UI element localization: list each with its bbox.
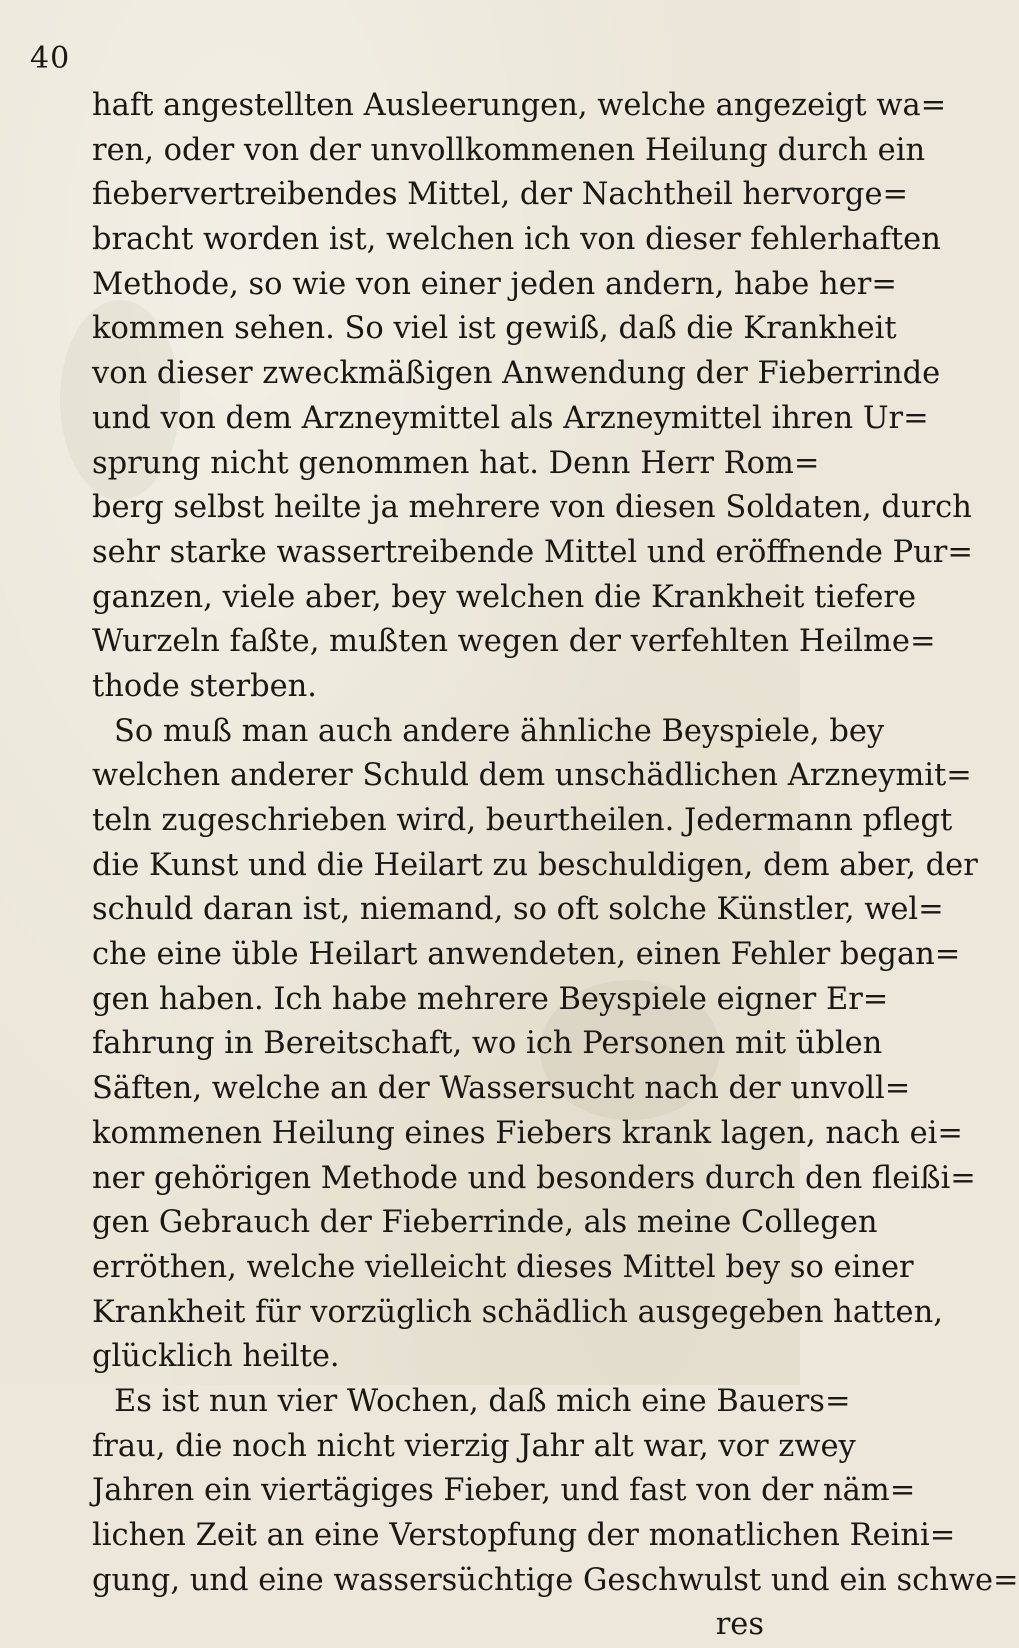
text-line: Krankheit für vorzüglich schädlich ausgegeben hatten, bbox=[92, 1294, 943, 1330]
text-line: sprung nicht genommen hat. Denn Herr Rom= bbox=[92, 445, 820, 481]
text-line: kommenen Heilung eines Fiebers krank lagen, nach ei= bbox=[92, 1115, 963, 1151]
text-line: kommen sehen. So viel ist gewiß, daß die Krankheit bbox=[92, 311, 897, 347]
text-line: ganzen, viele aber, bey welchen die Krankheit tiefere bbox=[92, 579, 917, 615]
catchword: res bbox=[715, 1607, 764, 1643]
text-line: thode sterben. bbox=[92, 668, 317, 704]
text-line: sehr starke wassertreibende Mittel und eröffnende Pur= bbox=[92, 534, 973, 570]
paragraph-3 bbox=[92, 1380, 1019, 1603]
text-line: haft angestellten Ausleerungen, welche angezeigt wa= bbox=[92, 88, 947, 123]
text-line: frau, die noch nicht vierzig Jahr alt war, vor zwey bbox=[92, 1428, 856, 1464]
text-line: glücklich heilte. bbox=[92, 1339, 340, 1375]
text-line: Jahren ein viertägiges Fieber, und fast von der näm= bbox=[92, 1473, 916, 1509]
text-line: schuld daran ist, niemand, so oft solche Künstler, wel= bbox=[92, 892, 944, 928]
text-line: Wurzeln faßte, mußten wegen der verfehlten Heilme= bbox=[92, 624, 936, 660]
text-line: lichen Zeit an eine Verstopfung der monatlichen Reini= bbox=[92, 1518, 956, 1553]
paragraph-2 bbox=[92, 710, 978, 1380]
text-line: Methode, so wie von einer jeden andern, habe her= bbox=[92, 266, 897, 302]
text-line: fahrung in Bereitschaft, wo ich Personen mit üblen bbox=[92, 1026, 883, 1062]
text-line: gen Gebrauch der Fieberrinde, als meine Collegen bbox=[92, 1205, 878, 1241]
text-line: ren, oder von der unvollkommenen Heilung durch ein bbox=[92, 132, 926, 168]
text-line: gung, und eine wassersüchtige Geschwulst und ein schwe= bbox=[92, 1562, 1019, 1598]
text-line: die Kunst und die Heilart zu beschuldigen, dem aber, der bbox=[92, 847, 978, 883]
text-line: bracht worden ist, welchen ich von dieser fehlerhaften bbox=[92, 222, 941, 258]
text-line: erröthen, welche vielleicht dieses Mittel bey so einer bbox=[92, 1249, 914, 1285]
text-line: ner gehörigen Methode und besonders durch den fleißi= bbox=[92, 1160, 976, 1196]
text-line: So muß man auch andere ähnliche Beyspiele, bey bbox=[114, 713, 885, 749]
text-line: teln zugeschrieben wird, beurtheilen. Jedermann pflegt bbox=[92, 803, 953, 838]
body-text bbox=[92, 84, 1019, 1648]
text-line: und von dem Arzneymittel als Arzneymittel ihren Ur= bbox=[92, 400, 929, 436]
page-number: 40 bbox=[30, 41, 71, 76]
text-line: fiebervertreibendes Mittel, der Nachtheil hervorge= bbox=[92, 177, 909, 213]
text-line: berg selbst heilte ja mehrere von diesen Soldaten, durch bbox=[92, 490, 972, 526]
text-line: Säften, welche an der Wassersucht nach der unvoll= bbox=[92, 1071, 911, 1107]
paragraph-1 bbox=[92, 84, 973, 710]
text-line: che eine üble Heilart anwendeten, einen Fehler began= bbox=[92, 937, 961, 973]
text-line: von dieser zweckmäßigen Anwendung der Fieberrinde bbox=[92, 356, 941, 392]
text-line: welchen anderer Schuld dem unschädlichen Arzneymit= bbox=[92, 758, 972, 794]
text-line: gen haben. Ich habe mehrere Beyspiele eigner Er= bbox=[92, 981, 889, 1017]
text-line: Es ist nun vier Wochen, daß mich eine Bauers= bbox=[114, 1383, 851, 1419]
